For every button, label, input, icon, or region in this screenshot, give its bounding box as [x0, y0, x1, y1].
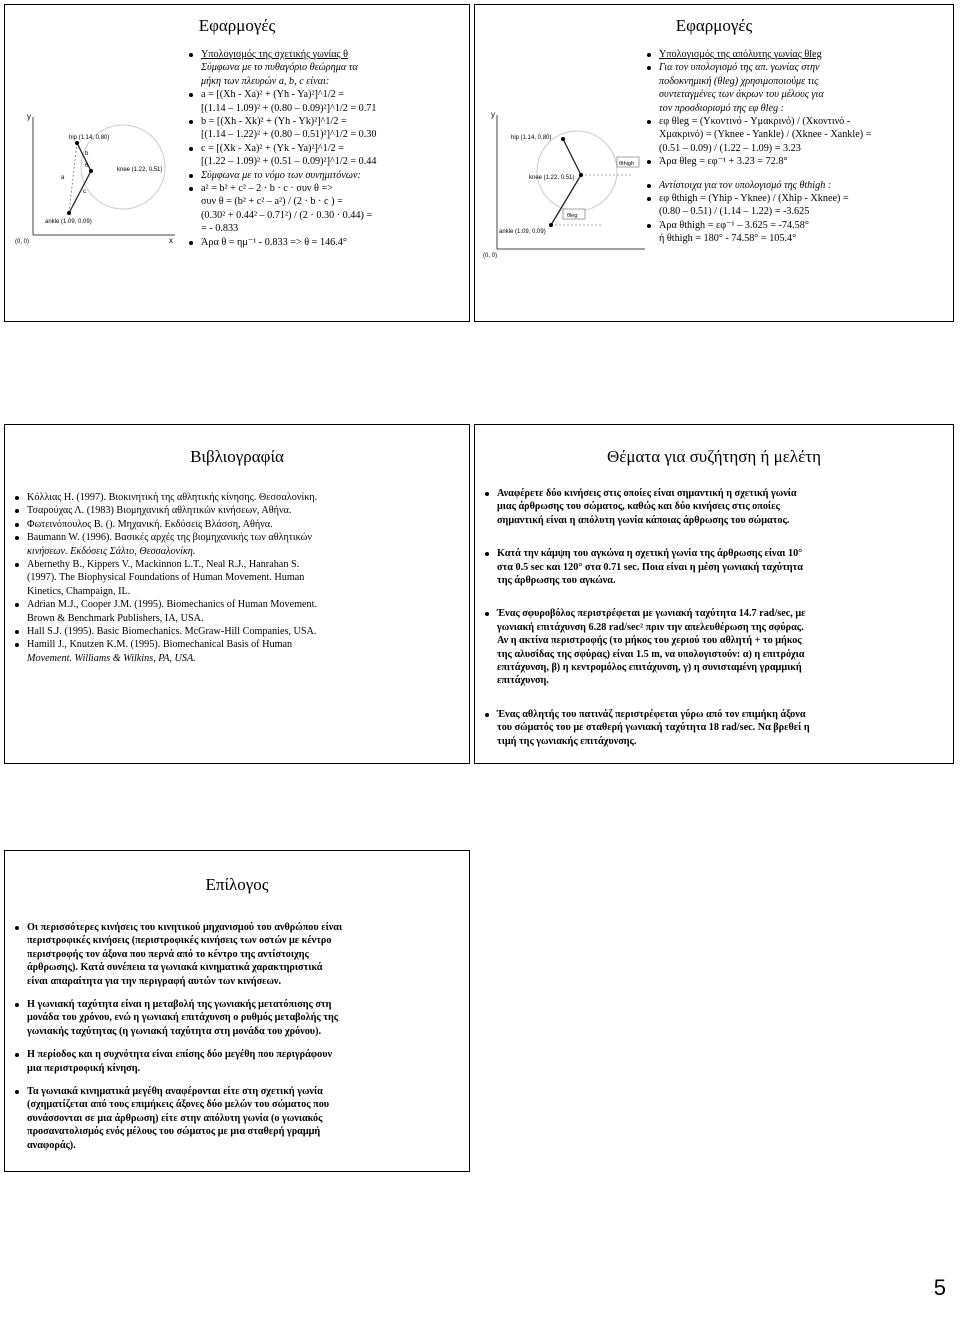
slide-epilogue	[4, 850, 470, 1172]
text-line: συντεταγμένες των άκρων του μέλους για	[659, 89, 824, 101]
x-axis-label: x	[169, 236, 173, 245]
knee-label: knee (1.22, 0.51)	[117, 167, 163, 173]
hip-label: hip (1.14, 0.80)	[69, 135, 110, 141]
reference-item: Φωτεινόπουλος Β. (). Μηχανική. Εκδόσεις Βλάσση, Αθήνα.	[15, 518, 465, 531]
side-a-label: a	[61, 175, 65, 181]
text-line: Για τον υπολογισμό της απ. γωνίας στην	[647, 61, 947, 74]
formula-line: a = [(Xh - Xa)² + (Yh - Ya)²]^1/2 =	[189, 88, 465, 101]
ankle-label: ankle (1.09, 0.09)	[45, 219, 92, 225]
reference-item: Baumann W. (1996). Βασικές αρχές της βιομηχανικής των αθλητικών	[15, 531, 465, 544]
heading-line: Υπολογισμός της απόλυτης γωνίας θleg	[647, 48, 947, 61]
topic-item: Κατά την κάμψη του αγκώνα η σχετική γωνία της άρθρωσης είναι 10° στα 0.5 sec και 120° στα 0.71 sec. Ποια είναι η μέση γωνιακή ταχύτητα της άρθρωσης του αγκώνα.	[485, 547, 947, 587]
result-line: Άρα θ = ημ⁻¹ - 0.833 => θ = 146.4°	[189, 236, 465, 249]
heading-line: Υπολογισμός της σχετικής γωνίας θ	[189, 48, 465, 61]
slide-text	[189, 48, 465, 249]
result-line: ή θthigh = 180° - 74.58° = 105.4°	[659, 233, 797, 245]
slide-bibliography	[4, 424, 470, 764]
epilogue-list	[15, 921, 465, 1162]
absolute-angle-figure	[481, 109, 651, 259]
reference-item: Hall S.J. (1995). Basic Biomechanics. McGraw-Hill Companies, USA.	[15, 625, 465, 638]
reference-item: Adrian M.J., Cooper J.M. (1995). Biomechanics of Human Movement.	[15, 598, 465, 611]
formula-line: c = [(Xk - Xa)² + (Yk - Ya)²]^1/2 =	[189, 142, 465, 155]
theta-thigh-label: θthigh	[619, 161, 634, 167]
reference-item-cont: (1997). The Biophysical Foundations of Human Movement. Human	[27, 572, 305, 584]
formula-line: εφ θleg = (Yκοντινό - Yμακρινό) / (Xκοντινό -	[647, 115, 947, 128]
formula-line: (0.51 – 0.09) / (1.22 – 1.09) = 3.23	[659, 142, 801, 154]
topic-item: Ένας αθλητής του πατινάζ περιστρέφεται γύρω από τον επιμήκη άξονα του σώματός του με σταθερή γωνιακή ταχύτητα 18 rad/sec. Να βρεθεί η τιμή της γωνιακής επιτάχυνσης.	[485, 708, 947, 748]
text-line: μήκη των πλευρών a, b, c είναι:	[201, 75, 330, 87]
formula-line: = - 0.833	[201, 223, 239, 235]
theta-label: θ	[85, 163, 89, 169]
y-axis-label: y	[27, 112, 31, 121]
leg-segment-figure	[13, 109, 183, 245]
formula-line: a² = b² + c² – 2 · b · c · συν θ =>	[189, 182, 465, 195]
topic-list	[485, 487, 947, 758]
slide-title: Θέματα για συζήτηση ή μελέτη	[606, 447, 822, 466]
result-line: Άρα θthigh = εφ⁻¹ – 3.625 = -74.58°	[647, 219, 947, 232]
formula-line: Xμακρινό) = (Yknee - Yankle) / (Xknee - Xankle) =	[659, 129, 872, 141]
reference-item-cont: Kinetics, Champaign, IL.	[27, 585, 131, 597]
text-line: Σύμφωνα με το νόμο των συνημιτόνων:	[189, 169, 465, 182]
slide-absolute-angle	[474, 4, 954, 322]
reference-item: Κόλλιας Η. (1997). Βιοκινητική της αθλητικής κίνησης. Θεσσαλονίκη.	[15, 491, 465, 504]
slide-title: Επίλογος	[205, 875, 269, 894]
epilogue-item: Η περίοδος και η συχνότητα είναι επίσης δύο μεγέθη που περιγράφουν μια περιστροφική κίνηση.	[15, 1048, 465, 1075]
reference-item: Abernethy B., Kippers V., Mackinnon L.T., Neal R.J., Hanrahan S.	[15, 558, 465, 571]
slide-text	[647, 48, 947, 246]
formula-line: (0.30² + 0.44² – 0.71²) / (2 · 0.30 · 0.44) =	[201, 209, 373, 221]
theta-leg-label: θleg	[567, 213, 578, 219]
page-number: 5	[933, 1275, 946, 1300]
reference-item: Τσαρούχας Λ. (1983) Βιομηχανική αθλητικών κινήσεων, Αθήνα.	[15, 504, 465, 517]
epilogue-item: Τα γωνιακά κινηματικά μεγέθη αναφέρονται είτε στη σχετική γωνία (σχηματίζεται από τους επιμήκεις άξονες δύο μελών του σώματος που συνάσσονται σε μια άρθρωση) είτε στην απόλυτη γωνία (ο γωνιακός προσανατολισμός ενός μέλους του σώματος με μια σταθερή γραμμή αναφοράς).	[15, 1085, 465, 1152]
side-c-label: c	[83, 189, 86, 195]
reference-list	[15, 491, 465, 665]
reference-item-cont: Movement. Williams & Wilkins, PA, USA.	[27, 652, 196, 664]
text-line: ποδοκνημική (θleg) χρησιμοποιούμε τις	[659, 75, 819, 87]
knee-label: knee (1.22, 0.51)	[529, 175, 575, 181]
text-line: Σύμφωνα με το πυθαγόριο θεώρημα τα	[201, 62, 358, 74]
epilogue-item: Η γωνιακή ταχύτητα είναι η μεταβολή της γωνιακής μετατόπισης στη μονάδα του χρόνου, ενώ η γωνιακή επιτάχυνση ο ρυθμός μεταβολής της γωνιακής ταχύτητας (η γωνιακή ταχύτητα στη μονάδα του χρόνου).	[15, 998, 465, 1038]
reference-item: Hamill J., Knutzen K.M. (1995). Biomechanical Basis of Human	[15, 638, 465, 651]
slide-title: Εφαρμογές	[198, 16, 276, 35]
slide-title: Βιβλιογραφία	[190, 447, 284, 466]
formula-line: [(1.22 – 1.09)² + (0.51 – 0.09)²]^1/2 = 0.44	[201, 156, 377, 168]
text-line: Αντίστοιχα για τον υπολογισμό της θthigh :	[647, 179, 947, 192]
formula-line: (0.80 – 0.51) / (1.14 – 1.22) = -3.625	[659, 206, 810, 218]
formula-line: εφ θthigh = (Yhip - Yknee) / (Xhip - Xknee) =	[647, 192, 947, 205]
topic-item: Αναφέρετε δύο κινήσεις στις οποίες είναι σημαντική η σχετική γωνία μιας άρθρωσης του σώματος, καθώς και δύο κινήσεις στις οποίες σημαντική είναι η απόλυτη γωνία κάποιας άρθρωσης του σώματος.	[485, 487, 947, 527]
formula-line: [(1.14 – 1.22)² + (0.80 – 0.51)²]^1/2 = 0.30	[201, 129, 377, 141]
reference-item-cont: Brown & Benchmark Publishers, IA, USA.	[27, 612, 204, 624]
origin-label: (0, 0)	[483, 253, 498, 259]
y-axis-label: y	[491, 110, 495, 119]
side-b-label: b	[85, 151, 89, 157]
origin-label: (0, 0)	[15, 239, 30, 245]
formula-line: b = [(Xh - Xk)² + (Yh - Yk)²]^1/2 =	[189, 115, 465, 128]
topic-item: Ένας σφυροβόλος περιστρέφεται με γωνιακή ταχύτητα 14.7 rad/sec, με γωνιακή επιτάχυνση 6.28 rad/sec² πριν την απελευθέρωση της σφύρας. Αν η ακτίνα περιστροφής (το μήκος του χεριού του αθλητή + το μήκος της αλυσίδας της σφύρας) είναι 1.5 m, να υπολογιστούν: α) η επιτρόχια επιτάχυνση, β) η κεντρομόλος επιτάχυνση, γ) η συνισταμένη γραμμική επιτάχυνση.	[485, 607, 947, 687]
reference-item-cont: κινήσεων. Εκδόσεις Σάλτο, Θεσσαλονίκη.	[27, 545, 196, 557]
ankle-label: ankle (1.09, 0.09)	[499, 229, 546, 235]
epilogue-item: Οι περισσότερες κινήσεις του κινητικού μηχανισμού του ανθρώπου είναι περιστροφικές κινήσεις (περιστροφικές κινήσεις των οστών με κέντρο περιστροφής τον άξονα που περνά από το κέντρο της αντίστοιχης άρθρωσης). Κατά συνέπεια τα γωνιακά κινηματικά χαρακτηριστικά είναι απαραίτητα για την περιγραφή αυτών των κινήσεων.	[15, 921, 465, 988]
slide-relative-angle	[4, 4, 470, 322]
hip-label: hip (1.14, 0.80)	[511, 135, 552, 141]
slide-title: Εφαρμογές	[675, 16, 753, 35]
slide-discussion-topics	[474, 424, 954, 764]
text-line: τον προσδιορισμό της εφ θleg :	[659, 102, 785, 114]
result-line: Άρα θleg = εφ⁻¹ + 3.23 = 72.8°	[647, 155, 947, 168]
formula-line: [(1.14 – 1.09)² + (0.80 – 0.09)²]^1/2 = 0.71	[201, 102, 377, 114]
formula-line: συν θ = (b² + c² – a²) / (2 · b · c ) =	[201, 196, 343, 208]
